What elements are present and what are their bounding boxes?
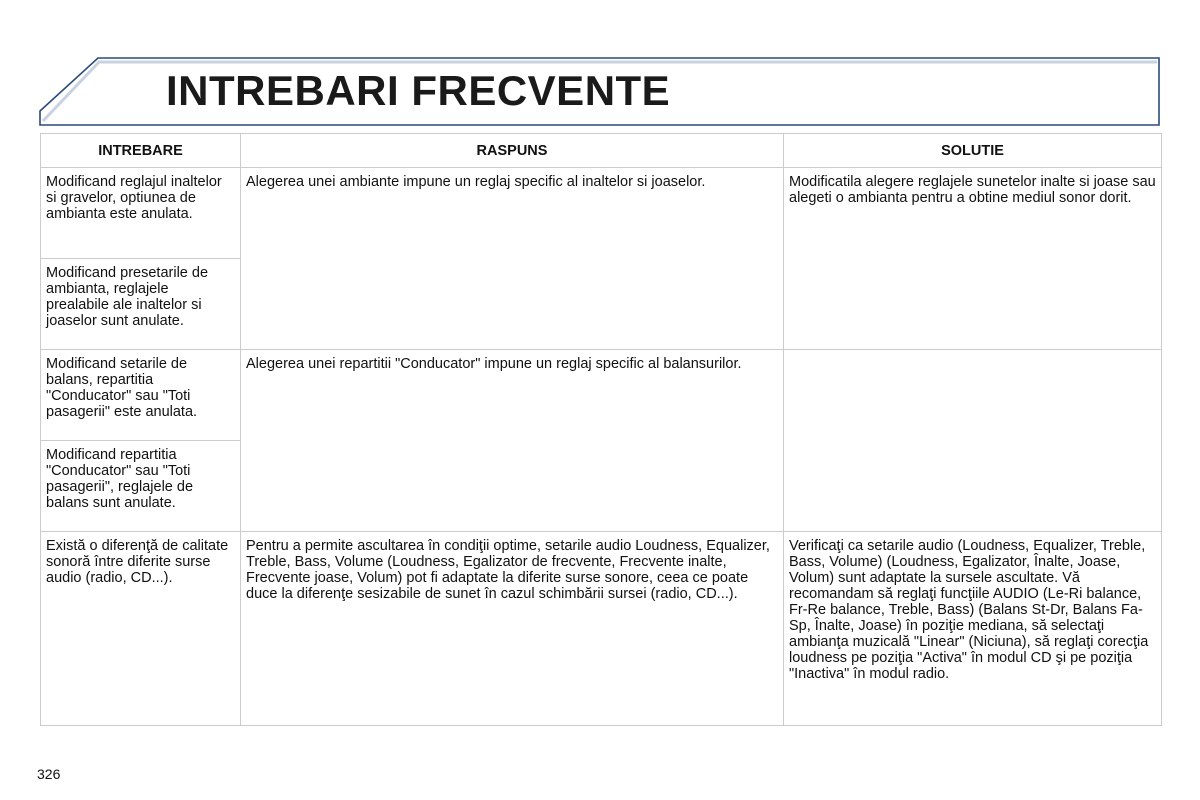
answer-cell: Alegerea unei ambiante impune un reglaj specific al inaltelor si joaselor. bbox=[241, 168, 784, 350]
question-cell: Modificand reglajul inaltelor si gravelor, optiunea de ambianta este anulata. bbox=[41, 168, 241, 259]
answer-cell: Alegerea unei repartitii "Conducator" impune un reglaj specific al balansurilor. bbox=[241, 350, 784, 532]
solution-cell: Verificaţi ca setarile audio (Loudness, Equalizer, Treble, Bass, Volume) (Loudness, Egalizator, Înalte, Joase, Volum) sunt adaptate la sursele ascultate. Vă recomandam să reglaţi funcţiile AUDIO (Le-Ri balance, Fr-Re balance, Treble, Bass) (Balans St-Dr, Balans Fa-Sp, Înalte, Joase) în poziţie mediana, să selectaţi ambianţa muzicală "Linear" (Niciuna), să reglaţi corecţia loudness pe poziţia "Activa" în modul CD şi pe poziţia "Inactiva" în modul radio. bbox=[784, 532, 1162, 726]
faq-table bbox=[40, 133, 1162, 726]
solution-cell: Modificatila alegere reglajele sunetelor inalte si joase sau alegeti o ambianta pentru a obtine mediul sonor dorit. bbox=[784, 168, 1162, 350]
header-solution: SOLUTIE bbox=[784, 134, 1162, 168]
table-row bbox=[41, 532, 1162, 726]
table-row bbox=[41, 350, 1162, 441]
header-question: INTREBARE bbox=[41, 134, 241, 168]
page-number: 326 bbox=[37, 766, 61, 782]
header-answer: RASPUNS bbox=[241, 134, 784, 168]
table-header-row bbox=[41, 134, 1162, 168]
table-row bbox=[41, 168, 1162, 259]
question-cell: Există o diferenţă de calitate sonoră între diferite surse audio (radio, CD...). bbox=[41, 532, 241, 726]
question-cell: Modificand setarile de balans, repartitia "Conducator" sau "Toti pasagerii" este anulata. bbox=[41, 350, 241, 441]
question-cell: Modificand presetarile de ambianta, reglajele prealabile ale inaltelor si joaselor sunt anulate. bbox=[41, 259, 241, 350]
page-title: INTREBARI FRECVENTE bbox=[166, 67, 671, 114]
question-cell: Modificand repartitia "Conducator" sau "Toti pasagerii", reglajele de balans sunt anulate. bbox=[41, 441, 241, 532]
answer-cell: Pentru a permite ascultarea în condiţii optime, setarile audio Loudness, Equalizer, Treble, Bass, Volume (Loudness, Egalizator de frecvente, Frecvente inalte, Frecvente joase, Volum) pot fi adaptate la diferite surse sonore, ceea ce poate duce la diferenţe sesizabile de sunet în cazul schimbării sursei (radio, CD...). bbox=[241, 532, 784, 726]
solution-cell bbox=[784, 350, 1162, 532]
